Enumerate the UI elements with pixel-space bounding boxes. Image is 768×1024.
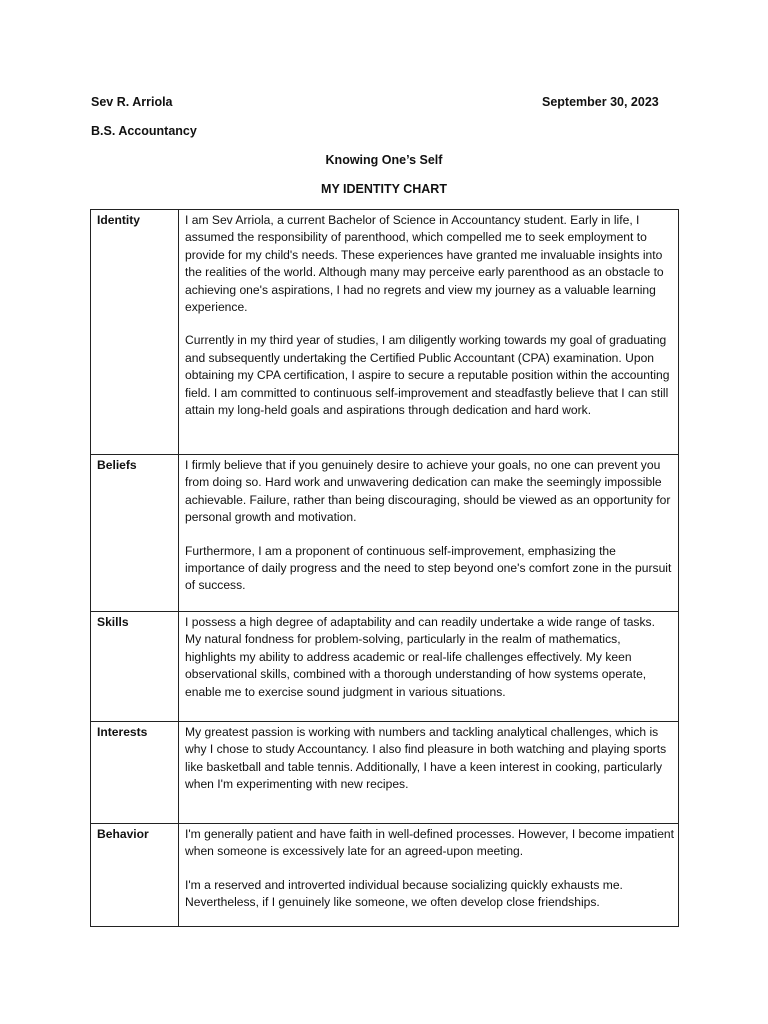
degree-program: B.S. Accountancy	[91, 124, 197, 138]
skills-paragraph-1: I possess a high degree of adaptability and can readily undertake a wide range of tasks. My natural fondness for problem-solving, particularly in the realm of mathematics, highlights my ability to address academic or real-life challenges effectively. My keen observational skills, combined with a thorough understanding of how systems operate, enable me to exercise sound judgment in various situations.	[185, 615, 655, 699]
identity-chart-table	[90, 209, 679, 927]
row-label-identity: Identity	[91, 210, 179, 455]
row-label-skills: Skills	[91, 612, 179, 722]
behavior-paragraph-1: I'm generally patient and have faith in well-defined processes. However, I become impatient when someone is excessively late for an agreed-upon meeting.	[185, 827, 675, 859]
identity-paragraph-1: I am Sev Arriola, a current Bachelor of Science in Accountancy student. Early in life, I assumed the responsibility of parenthood, which compelled me to seek employment to provide for my child's needs. These experiences have granted me invaluable insights into the realities of the world. Although many may perceive early parenthood as an obstacle to achieving one's aspirations, I had no regrets and view my journey as a valuable learning experience.	[185, 213, 664, 315]
document-title: Knowing One’s Self	[325, 153, 443, 167]
row-content-identity	[179, 210, 679, 455]
table-row-beliefs	[91, 455, 679, 612]
interests-paragraph-1: My greatest passion is working with numbers and tackling analytical challenges, which is why I chose to study Accountancy. I also find pleasure in both watching and playing sports like basketball and table tennis. Additionally, I have a keen interest in cooking, particularly when I'm experimenting with new recipes.	[185, 725, 667, 792]
beliefs-paragraph-1: I firmly believe that if you genuinely desire to achieve your goals, no one can prevent you from doing so. Hard work and unwavering dedication can make the seemingly impossible achievable. Failure, rather than being discouraging, should be viewed as an opportunity for personal growth and motivation.	[185, 458, 671, 525]
behavior-paragraph-2: I'm a reserved and introverted individual because socializing quickly exhausts me. Nevertheless, if I genuinely like someone, we often develop close friendships.	[185, 877, 623, 910]
document-date: September 30, 2023	[542, 95, 659, 109]
table-row-identity	[91, 210, 679, 455]
table-row-behavior	[91, 824, 679, 927]
table-row-interests	[91, 722, 679, 824]
row-content-skills	[179, 612, 679, 722]
author-name: Sev R. Arriola	[91, 95, 173, 109]
row-content-behavior	[179, 824, 679, 927]
beliefs-paragraph-2: Furthermore, I am a proponent of continuous self-improvement, emphasizing the importance of daily progress and the need to step beyond one's comfort zone in the pursuit of success.	[185, 543, 672, 593]
identity-paragraph-2: Currently in my third year of studies, I am diligently working towards my goal of graduating and subsequently undertaking the Certified Public Accountant (CPA) examination. Upon obtaining my CPA certification, I aspire to secure a reputable position within the accounting field. I am committed to continuous self-improvement and steadfastly believe that I can still attain my long-held goals and aspirations through dedication and hard work.	[185, 333, 670, 418]
row-label-behavior: Behavior	[91, 824, 179, 927]
chart-heading: MY IDENTITY CHART	[321, 182, 447, 196]
row-content-beliefs	[179, 455, 679, 612]
row-label-beliefs: Beliefs	[91, 455, 179, 612]
row-label-interests: Interests	[91, 722, 179, 824]
table-row-skills	[91, 612, 679, 722]
row-content-interests	[179, 722, 679, 824]
